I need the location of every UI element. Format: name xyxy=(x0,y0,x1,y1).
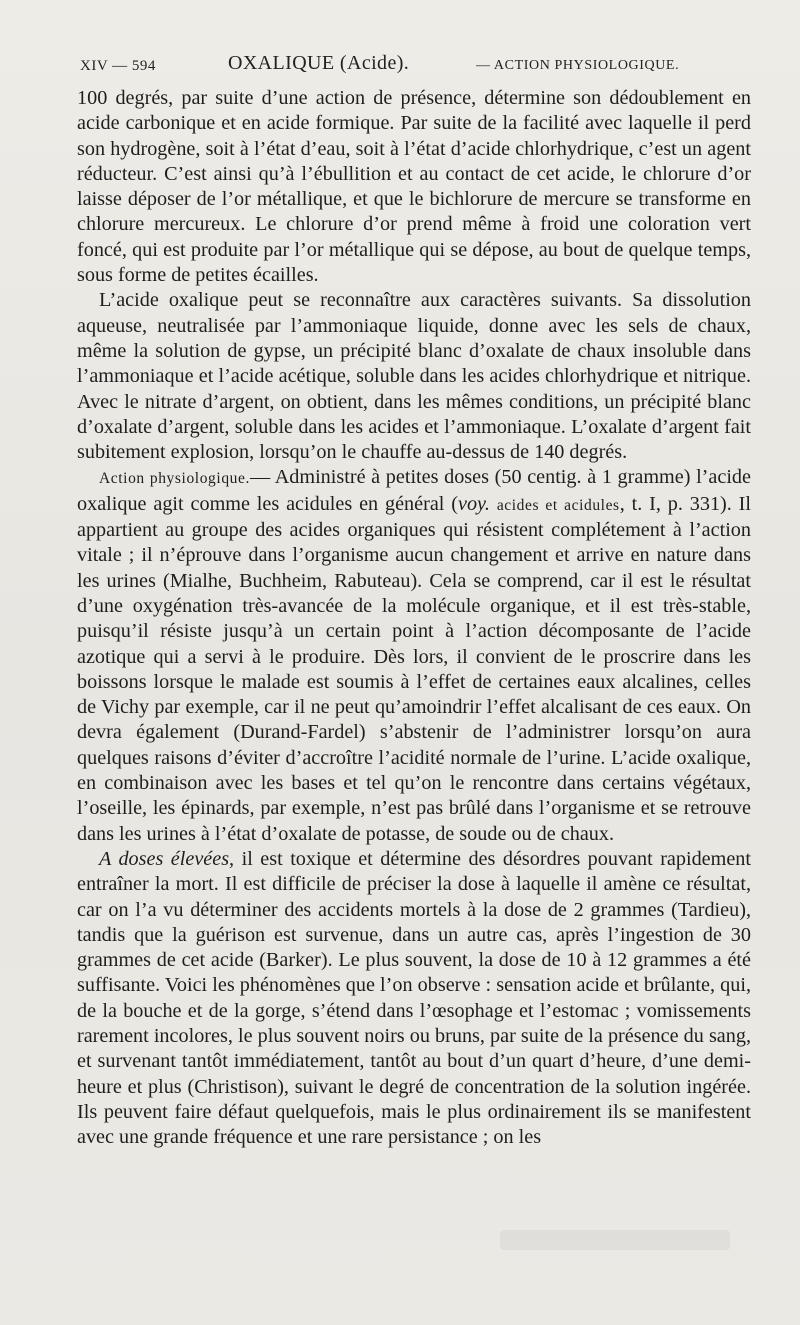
section-heading-action-physiologique: Action physiologique. xyxy=(99,470,250,488)
header-title: OXALIQUE (Acide). xyxy=(228,52,410,74)
paragraph-4 xyxy=(77,847,751,1151)
cross-reference: acides et acidules xyxy=(496,496,620,514)
header-subtitle: — ACTION PHYSIOLOGIQUE. xyxy=(476,58,680,73)
paragraph-2: L’acide oxalique peut se reconnaître aux caractères suivants. Sa dissolution aqueuse, neutralisée par l’ammoniaque liquide, donne avec les sels de chaux, même la solution de gypse, un précipité blanc d’oxalate de chaux insoluble dans l’ammoniaque et l’acide acétique, soluble dans les acides chlorhydrique et nitrique. Avec le nitrate d’argent, on obtient, dans les mêmes conditions, un précipité blanc d’oxalate d’argent, soluble dans les acides et l’ammoniaque. L’oxalate d’argent fait subitement explosion, lorsqu’on le chauffe au-dessus de 140 degrés. xyxy=(77,289,751,464)
paragraph-4-text: il est toxique et détermine des désordres pouvant rapidement entraîner la mort. Il est difficile de préciser la dose à laquelle il amène ce résultat, car on l’a vu déterminer des accidents mortels à la dose de 2 grammes (Tardieu), tandis que la guérison est survenue, dans un autre cas, après l’ingestion de 30 grammes de cet acide (Barker). Le plus souvent, la dose de 10 à 12 grammes a été suffisante. Voici les phénomènes que l’on observe : sensation acide et brûlante, qui, de la bouche et de la gorge, s’étend dans l’œsophage et l’estomac ; vomissements rarement incolores, le plus souvent noirs ou bruns, par suite de la présence du sang, et survenant tantôt immédiatement, tantôt au bout d’un quart d’heure, d’une demi-heure et plus (Christison), suivant le degré de concentration de la solution ingérée. Ils peuvent faire défaut quelquefois, mais le plus ordinairement ils se manifestent avec une grande fréquence et une rare persistance ; on les xyxy=(77,847,752,1149)
voy-abbrev: voy. xyxy=(457,492,490,515)
page-number: XIV — 594 xyxy=(80,58,156,74)
paragraph-3 xyxy=(77,465,751,846)
bleed-through-smudge xyxy=(500,1230,730,1250)
paragraph-3-text-b: , t. I, p. 331). Il appartient au groupe des acides organiques qui résistent complétement à l’action vitale ; il n’éprouve dans l’organisme aucun changement et arrive en nature dans les urines (Mialhe, Buchheim, Rabuteau). Cela se comprend, car il est le résultat d’une oxygénation très-avancée de la molécule organique, et il est très-stable, puisqu’il résiste jusqu’à un certain point à l’action décomposante de l’acide azotique qui a servi à le produire. Dès lors, il convient de le proscrire dans les boissons lorsque le malade est soumis à l’effet de certaines eaux alcalines, celles de Vichy par exemple, car il ne peut qu’amoindrir l’effet alcalisant de ces eaux. On devra également (Durand-Fardel) s’abstenir de l’administrer lorsqu’on aura quelques raisons d’éviter d’accroître l’acidité normale de l’urine. L’acide oxalique, en combinaison avec les bases et tel qu’on le rencontre dans certains végétaux, l’oseille, les épinards, par exemple, n’est pas brûlé dans l’organisme et se retrouve dans les urines à l’état d’oxalate de potasse, de soude ou de chaux. xyxy=(77,492,752,845)
paragraph-1: 100 degrés, par suite d’une action de présence, détermine son dédoublement en acide carbonique et en acide formique. Par suite de la facilité avec laquelle il perd son hydrogène, soit à l’état d’eau, soit à l’état d’acide chlorhydrique, c’est un agent réducteur. C’est ainsi qu’à l’ébullition et au contact de cet acide, le chlorure d’or laisse déposer de l’or métallique, et que le bichlorure de mercure se transforme en chlorure mercureux. Le chlorure d’or prend même à froid une coloration vert foncé, qui est produite par l’or métallique qui se dépose, au bout de quelque temps, sous forme de petites écailles. xyxy=(77,87,751,287)
section-heading-doses-elevees: A doses élevées, xyxy=(99,847,235,870)
body-text xyxy=(77,86,751,1150)
running-header xyxy=(80,50,750,82)
paragraph-3-text-a: — Administré à petites doses (50 centig. à 1 gramme) l’acide oxalique agit comme les acidules en général ( xyxy=(77,466,751,515)
